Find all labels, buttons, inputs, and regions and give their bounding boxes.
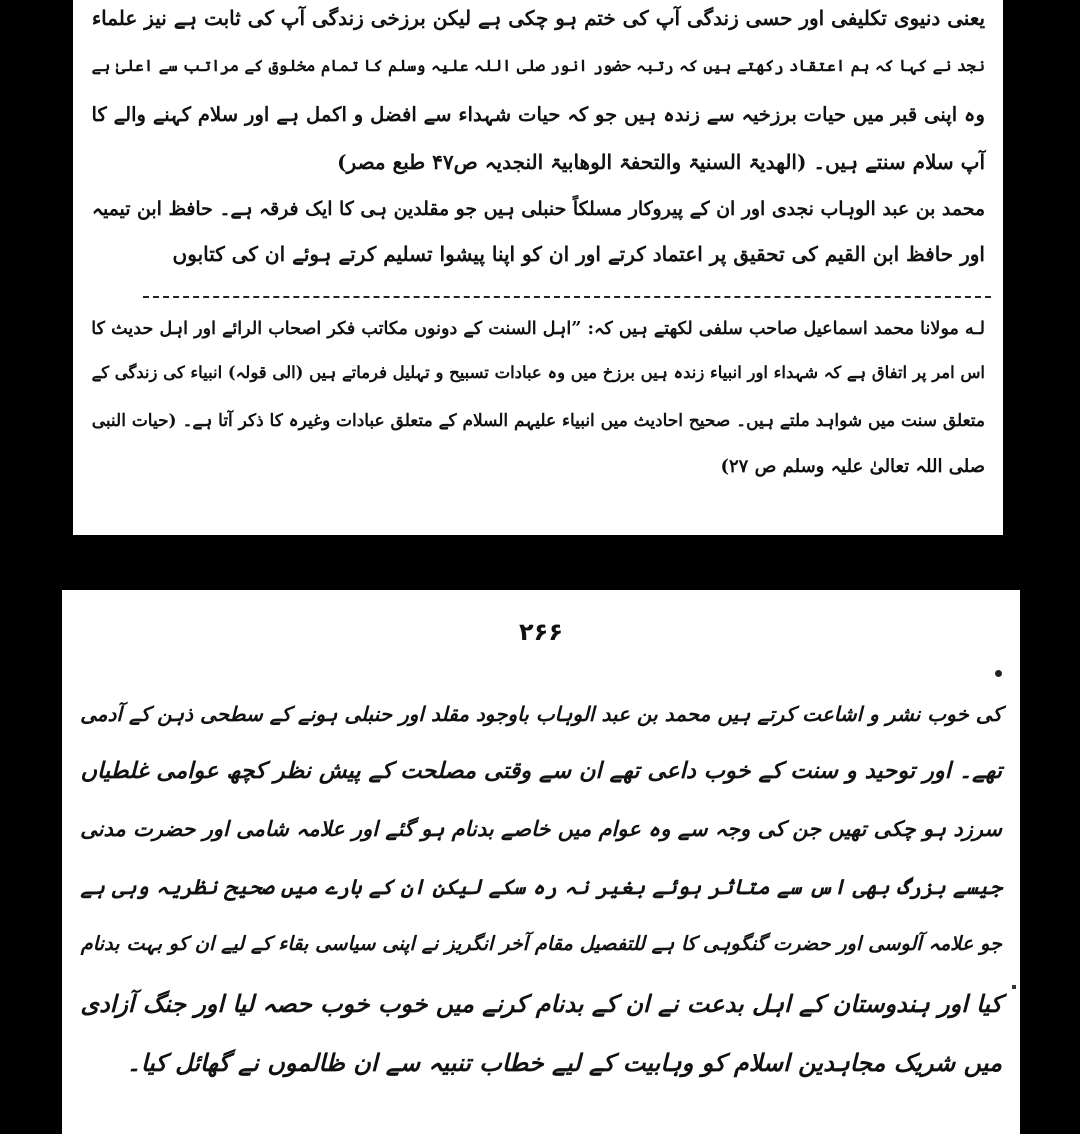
footnote-divider	[143, 296, 991, 298]
handwritten-line: کی خوب نشر و اشاعت کرتے ہیں محمد بن عبد الوہاب باوجود مقلد اور حنبلی ہونے کے سطحی ذہن کے آدمی	[80, 702, 1002, 726]
handwritten-line: جو علامہ آلوسی اور حضرت گنگوہی کا ہے للتفصیل مقام آخر انگریز نے اپنی سیاسی بقاء کے لیے ان کو بہت بدنام	[80, 932, 1002, 955]
bottom-page-scan	[62, 590, 1020, 1134]
page-number: ۲۶۶	[519, 618, 563, 646]
handwritten-line: تھے۔ اور توحید و سنت کے خوب داعی تھے ان سے وقتی مصلحت کے پیش نظر کچھ عوامی غلطیاں	[80, 758, 1002, 784]
text-line: اور حافظ ابن القیم کی تحقیق پر اعتماد کرتے اور ان کو اپنا پیشوا تسلیم کرتے ہوئے ان کی کتابوں	[172, 242, 985, 266]
text-line: یعنی دنیوی تکلیفی اور حسی زندگی آپ کی ختم ہو چکی ہے لیکن برزخی زندگی آپ کی ثابت ہے نیز علماء	[91, 6, 985, 30]
handwritten-line: میں شریک مجاہدین اسلام کو وہابیت کے لیے خطاب تنبیہ سے ان ظالموں نے گھائل کیا۔	[126, 1048, 1002, 1077]
top-page-scan	[73, 0, 1003, 535]
handwritten-line: سرزد ہو چکی تھیں جن کی وجہ سے وہ عوام میں خاصے بدنام ہو گئے اور علامہ شامی اور حضرت مدنی	[80, 816, 1002, 841]
text-line: محمد بن عبد الوہاب نجدی اور ان کے پیروکار مسلکاً حنبلی ہیں جو مقلدین ہی کا ایک فرقہ ہے۔ حافظ ابن تیمیہ	[91, 198, 985, 220]
footnote-line: متعلق سنت میں شواہد ملتے ہیں۔ صحیح احادیث میں انبیاء علیہم السلام کے متعلق عبادات وغیرہ کا ذکر آتا ہے۔ (حیات النبی	[91, 410, 985, 430]
footnote-line: لـه مولانا محمد اسماعیل صاحب سلفی لکھتے ہیں کہ: ”اہل السنت کے دونوں مکاتب فکر اصحاب الرائے اور اہل حدیث کا	[91, 318, 985, 339]
text-line: آپ سلام سنتے ہیں۔ (الھدیۃ السنیۃ والتحفۃ الوھابیۃ النجدیہ ص۴۷ طبع مصر)	[337, 150, 985, 174]
margin-dot	[995, 670, 1002, 677]
text-line: نجد نے کہا کہ ہم اعتقاد رکھتے ہیں کہ رتبہ حضور انور صلی اللہ علیہ وسلم کا تمام مخلوق کے مراتب سے اعلیٰ ہے	[91, 56, 985, 75]
footnote-line: اس امر پر اتفاق ہے کہ شہداء اور انبیاء زندہ ہیں برزخ میں وہ عبادات تسبیح و تہلیل فرماتے ہیں (الی قولہ) انبیاء کی زندگی کے	[91, 363, 985, 382]
margin-dot	[1012, 985, 1016, 989]
handwritten-line: جیسے بزرگ بھی اس سے متاثر ہوئے بغیر نہ رہ سکے لیکن ان کے بارے میں صحیح نظریہ وہی ہے	[80, 874, 1002, 899]
footnote-line: صلی اللہ تعالیٰ علیہ وسلم ص ۲۷)	[720, 456, 985, 477]
text-line: وہ اپنی قبر میں حیات برزخیہ سے زندہ ہیں جو کہ حیات شہداء سے افضل و اکمل ہے اور سلام کہنے والے کا	[91, 103, 985, 126]
handwritten-line: کیا اور ہندوستان کے اہل بدعت نے ان کے بدنام کرنے میں خوب خوب حصہ لیا اور جنگ آزادی	[80, 990, 1002, 1018]
